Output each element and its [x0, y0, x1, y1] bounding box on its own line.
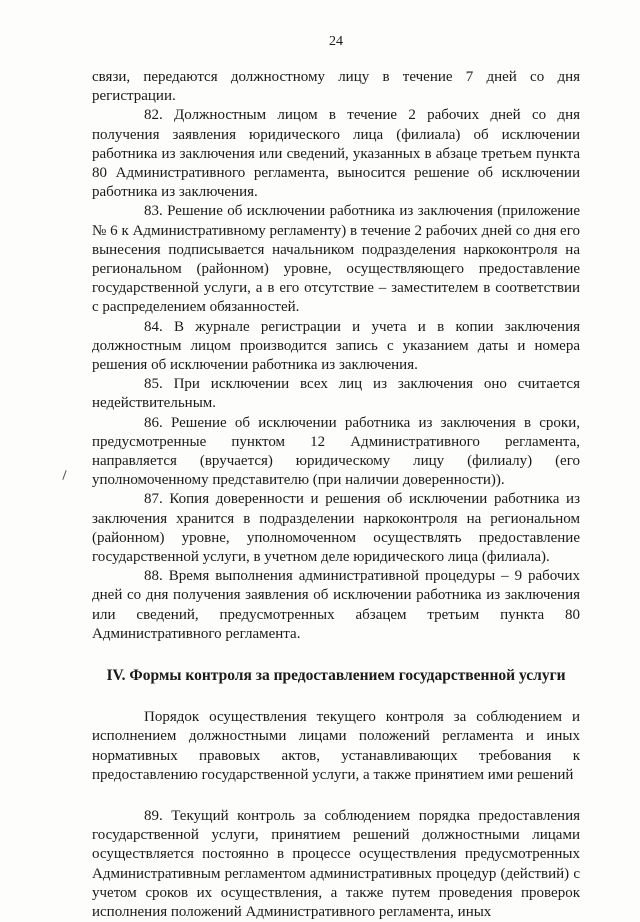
paragraph-intro: Порядок осуществления текущего контроля за соблюдением и исполнением должностными лицами положений регламента и иных нормативных правовых актов, устанавливающих требования к предоставлению государственной услуги, а также принятием ими решений — [92, 709, 580, 783]
paragraph-continuation: связи, передаются должностному лицу в течение 7 дней со дня регистрации. — [92, 69, 580, 105]
paragraph-89: 89. Текущий контроль за соблюдением порядка предоставления государственной услуги, принятием решений должностными лицами осуществляется постоянно в процессе осуществления предусмотренных Административным регламентом административных процедур (действий) с учетом сроков их осуществления, а также путем проведения проверок исполнения положений Административного регламента, иных — [92, 807, 580, 920]
paragraph-83: 83. Решение об исключении работника из заключения (приложение № 6 к Административному регламенту) в течение 2 рабочих дней со дня его вынесения подписывается начальником подразделения наркоконтроля на региональном (районном) уровне, осуществляющего предоставление государственной услуги, а в его отсутствие – заместителем в соответствии с распределением обязанностей. — [92, 203, 580, 316]
paragraph-84: 84. В журнале регистрации и учета и в копии заключения должностным лицом производится запись с указанием даты и номера решения об исключении работника из заключения. — [92, 318, 580, 374]
page-number: 24 — [329, 34, 343, 49]
paragraph-gap — [92, 785, 580, 807]
paragraph-86: 86. Решение об исключении работника из заключения в сроки, предусмотренные пунктом 12 Административного регламента, направляется (вручается) юридическому лицу (филиалу) (его уполномоченному представителю (при наличии доверенности)). — [92, 414, 580, 489]
paragraph-87: 87. Копия доверенности и решения об исключении работника из заключения хранится в подразделении наркоконтроля на региональном (районном) уровне, уполномоченном осуществлять предоставление государственной услуги, в учетном деле юридического лица (филиала). — [92, 491, 580, 566]
paragraph-82: 82. Должностным лицом в течение 2 рабочих дней со дня получения заявления юридического лица (филиала) об исключении работника из заключения или сведений, указанных в абзаце третьем пункта 80 Административного регламента, выносится решение об исключении работника из заключения. — [92, 107, 580, 201]
document-page — [92, 34, 580, 922]
paragraph-88: 88. Время выполнения административной процедуры – 9 рабочих дней со дня получения заявления об исключении работника из заключения или сведений, предусмотренных абзацем третьим пункта 80 Административного регламента. — [92, 568, 580, 642]
section-heading: IV. Формы контроля за предоставлением государственной услуги — [106, 667, 566, 685]
margin-mark — [62, 470, 66, 480]
paragraph-85: 85. При исключении всех лиц из заключения оно считается недействительным. — [92, 376, 580, 412]
